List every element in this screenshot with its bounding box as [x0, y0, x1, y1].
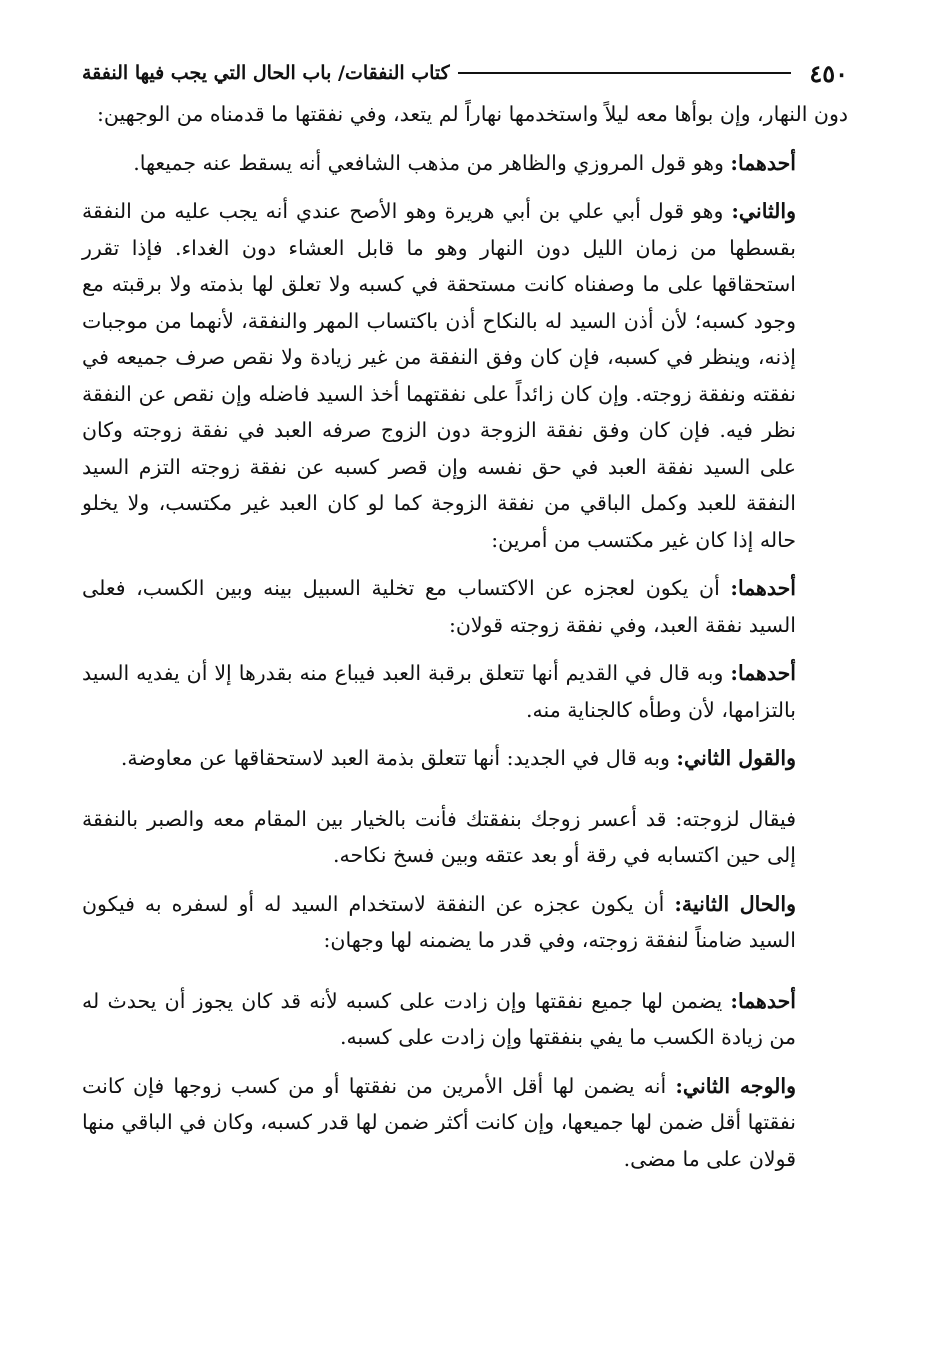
paragraph-text: وهو قول أبي علي بن أبي هريرة وهو الأصح عندي أنه يجب عليه من النفقة بقسطها من زمان الليل دون النهار وهو ما قابل العشاء دون الغداء. فإذا تقرر استحقاقها على ما وصفناه كانت مستحقة في كسبه ولا تعلق لها بذمته ولا برقبته مع وجود كسبه؛ لأن أذن السيد له بالنكاح أذن باكتساب المهر والنفقة، لأنهما من موجبات إذنه، وينظر في كسبه، فإن كان وفق النفقة من غير زيادة ولا نقص صرف جميعه في نفقته ونفقة زوجته. وإن كان زائداً على نفقتهما أخذ السيد فاضله وإن نقص عن النفقة نظر فيه. فإن كان وفق نفقة الزوجة دون الزوج صرفه العبد في نفقة زوجته وكان على السيد نفقة العبد في حق نفسه وإن قصر كسبه عن نفقة زوجته التزم السيد النفقة للعبد وكمل الباقي من نفقة الزوجة كما لو كان العبد غير مكتسب، ولا يخلو حاله إذا كان غير مكتسب من أمرين:	[82, 199, 796, 552]
paragraph-text: يضمن لها جميع نفقتها وإن زادت على كسبه لأنه قد كان يجوز أن يحدث له من زيادة الكسب ما يفي بنفقتها وإن زادت على كسبه.	[82, 988, 796, 1049]
paragraph-lead: أحدهما:	[730, 661, 796, 685]
paragraph-text: أن يكون عجزه عن النفقة لاستخدام السيد له أو لسفره به فيكون السيد ضامناً لنفقة زوجته، وفي قدر ما يضمنه لها وجهان:	[82, 891, 796, 952]
paragraph-lead: والحال الثانية:	[674, 891, 796, 916]
paragraph-lead: أحدهما:	[730, 150, 796, 175]
page-number: ٤٥٠	[809, 58, 848, 88]
paragraph-5	[82, 655, 848, 728]
paragraph-lead: والثاني:	[731, 199, 796, 223]
paragraph-7	[82, 801, 848, 874]
running-header	[82, 56, 848, 90]
running-title: كتاب النفقات/ باب الحال التي يجب فيها النفقة	[82, 62, 450, 84]
paragraph-3	[82, 193, 848, 558]
paragraph-8	[82, 886, 848, 959]
paragraph-4	[82, 570, 848, 643]
paragraph-10	[82, 1068, 848, 1178]
paragraph-9	[82, 983, 848, 1056]
paragraph-text: وبه قال في الجديد: أنها تتعلق بذمة العبد لاستحقاقها عن معاوضة.	[120, 746, 677, 770]
paragraph-lead: أحدهما:	[730, 576, 796, 600]
paragraph-text: وبه قال في القديم أنها تتعلق برقبة العبد فيباع منه بقدرها إلا أن يفديه السيد بالتزامها، لأن وطأه كالجناية منه.	[82, 661, 796, 722]
paragraph-1	[82, 96, 848, 133]
paragraph-lead: والوجه الثاني:	[675, 1073, 796, 1098]
header-rule	[458, 72, 792, 74]
paragraph-text: فيقال لزوجته: قد أعسر زوجك بنفقتك فأنت بالخيار بين المقام معه والصبر بالنفقة إلى حين اكتسابه في رقة أو بعد عتقه وبين فسخ نكاحه.	[82, 806, 796, 867]
paragraph-text: وهو قول المروزي والظاهر من مذهب الشافعي أنه يسقط عنه جميعها.	[133, 150, 731, 175]
paragraph-2	[82, 145, 848, 182]
paragraph-text: دون النهار، وإن بوأها معه ليلاً واستخدمها نهاراً لم يتعد، وفي نفقتها ما قدمناه من الوجهين:	[96, 102, 848, 126]
paragraph-6	[82, 740, 848, 777]
page-body	[82, 96, 848, 1189]
paragraph-lead: والقول الثاني:	[676, 746, 796, 770]
paragraph-text: أنه يضمن لها أقل الأمرين من نفقتها أو من كسب زوجها فإن كانت نفقتها أقل ضمن لها جميعها، وإن كانت أكثر ضمن لها قدر كسبه، وكان في الباقي منها قولان على ما مضى.	[82, 1073, 796, 1171]
paragraph-text: أن يكون لعجزه عن الاكتساب مع تخلية السبيل بينه وبين الكسب، فعلى السيد نفقة العبد، وفي نفقة زوجته قولان:	[82, 576, 796, 637]
paragraph-lead: أحدهما:	[730, 988, 796, 1013]
